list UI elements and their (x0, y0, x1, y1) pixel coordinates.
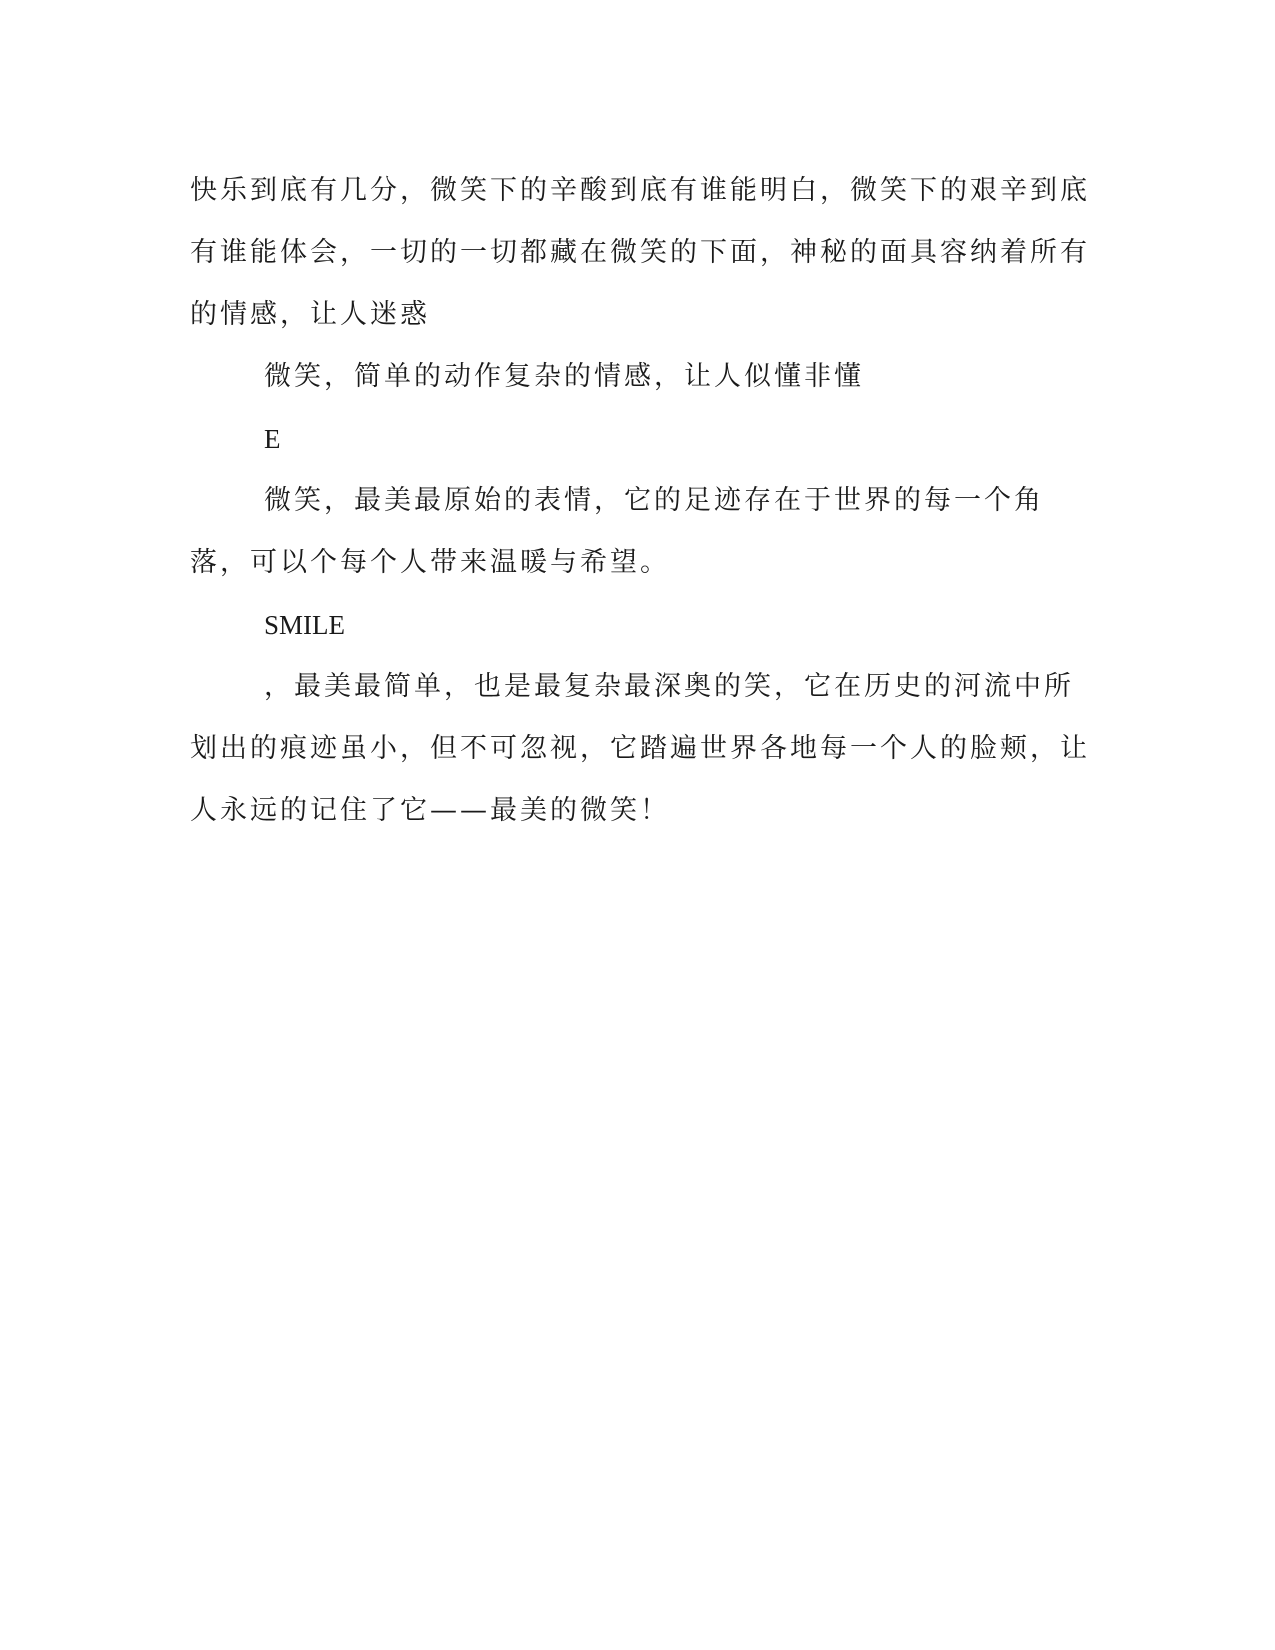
paragraph-5: SMILE (264, 610, 345, 640)
paragraph-4: 微笑，最美最原始的表情，它的足迹存在于世界的每一个角落，可以个每个人带来温暖与希望。 (190, 485, 1044, 578)
paragraph-6: ，最美最简单，也是最复杂最深奥的笑，它在历史的河流中所划出的痕迹虽小，但不可忽视，它踏遍世界各地每一个人的脸颊，让人永远的记住了它——最美的微笑！ (190, 671, 1090, 826)
paragraph-3: E (264, 424, 281, 454)
document-body (190, 160, 1090, 842)
paragraph-1: 快乐到底有几分，微笑下的辛酸到底有谁能明白，微笑下的艰辛到底有谁能体会，一切的一切都藏在微笑的下面，神秘的面具容纳着所有的情感，让人迷惑 (190, 175, 1090, 330)
paragraph-2: 微笑，简单的动作复杂的情感，让人似懂非懂 (264, 361, 864, 392)
